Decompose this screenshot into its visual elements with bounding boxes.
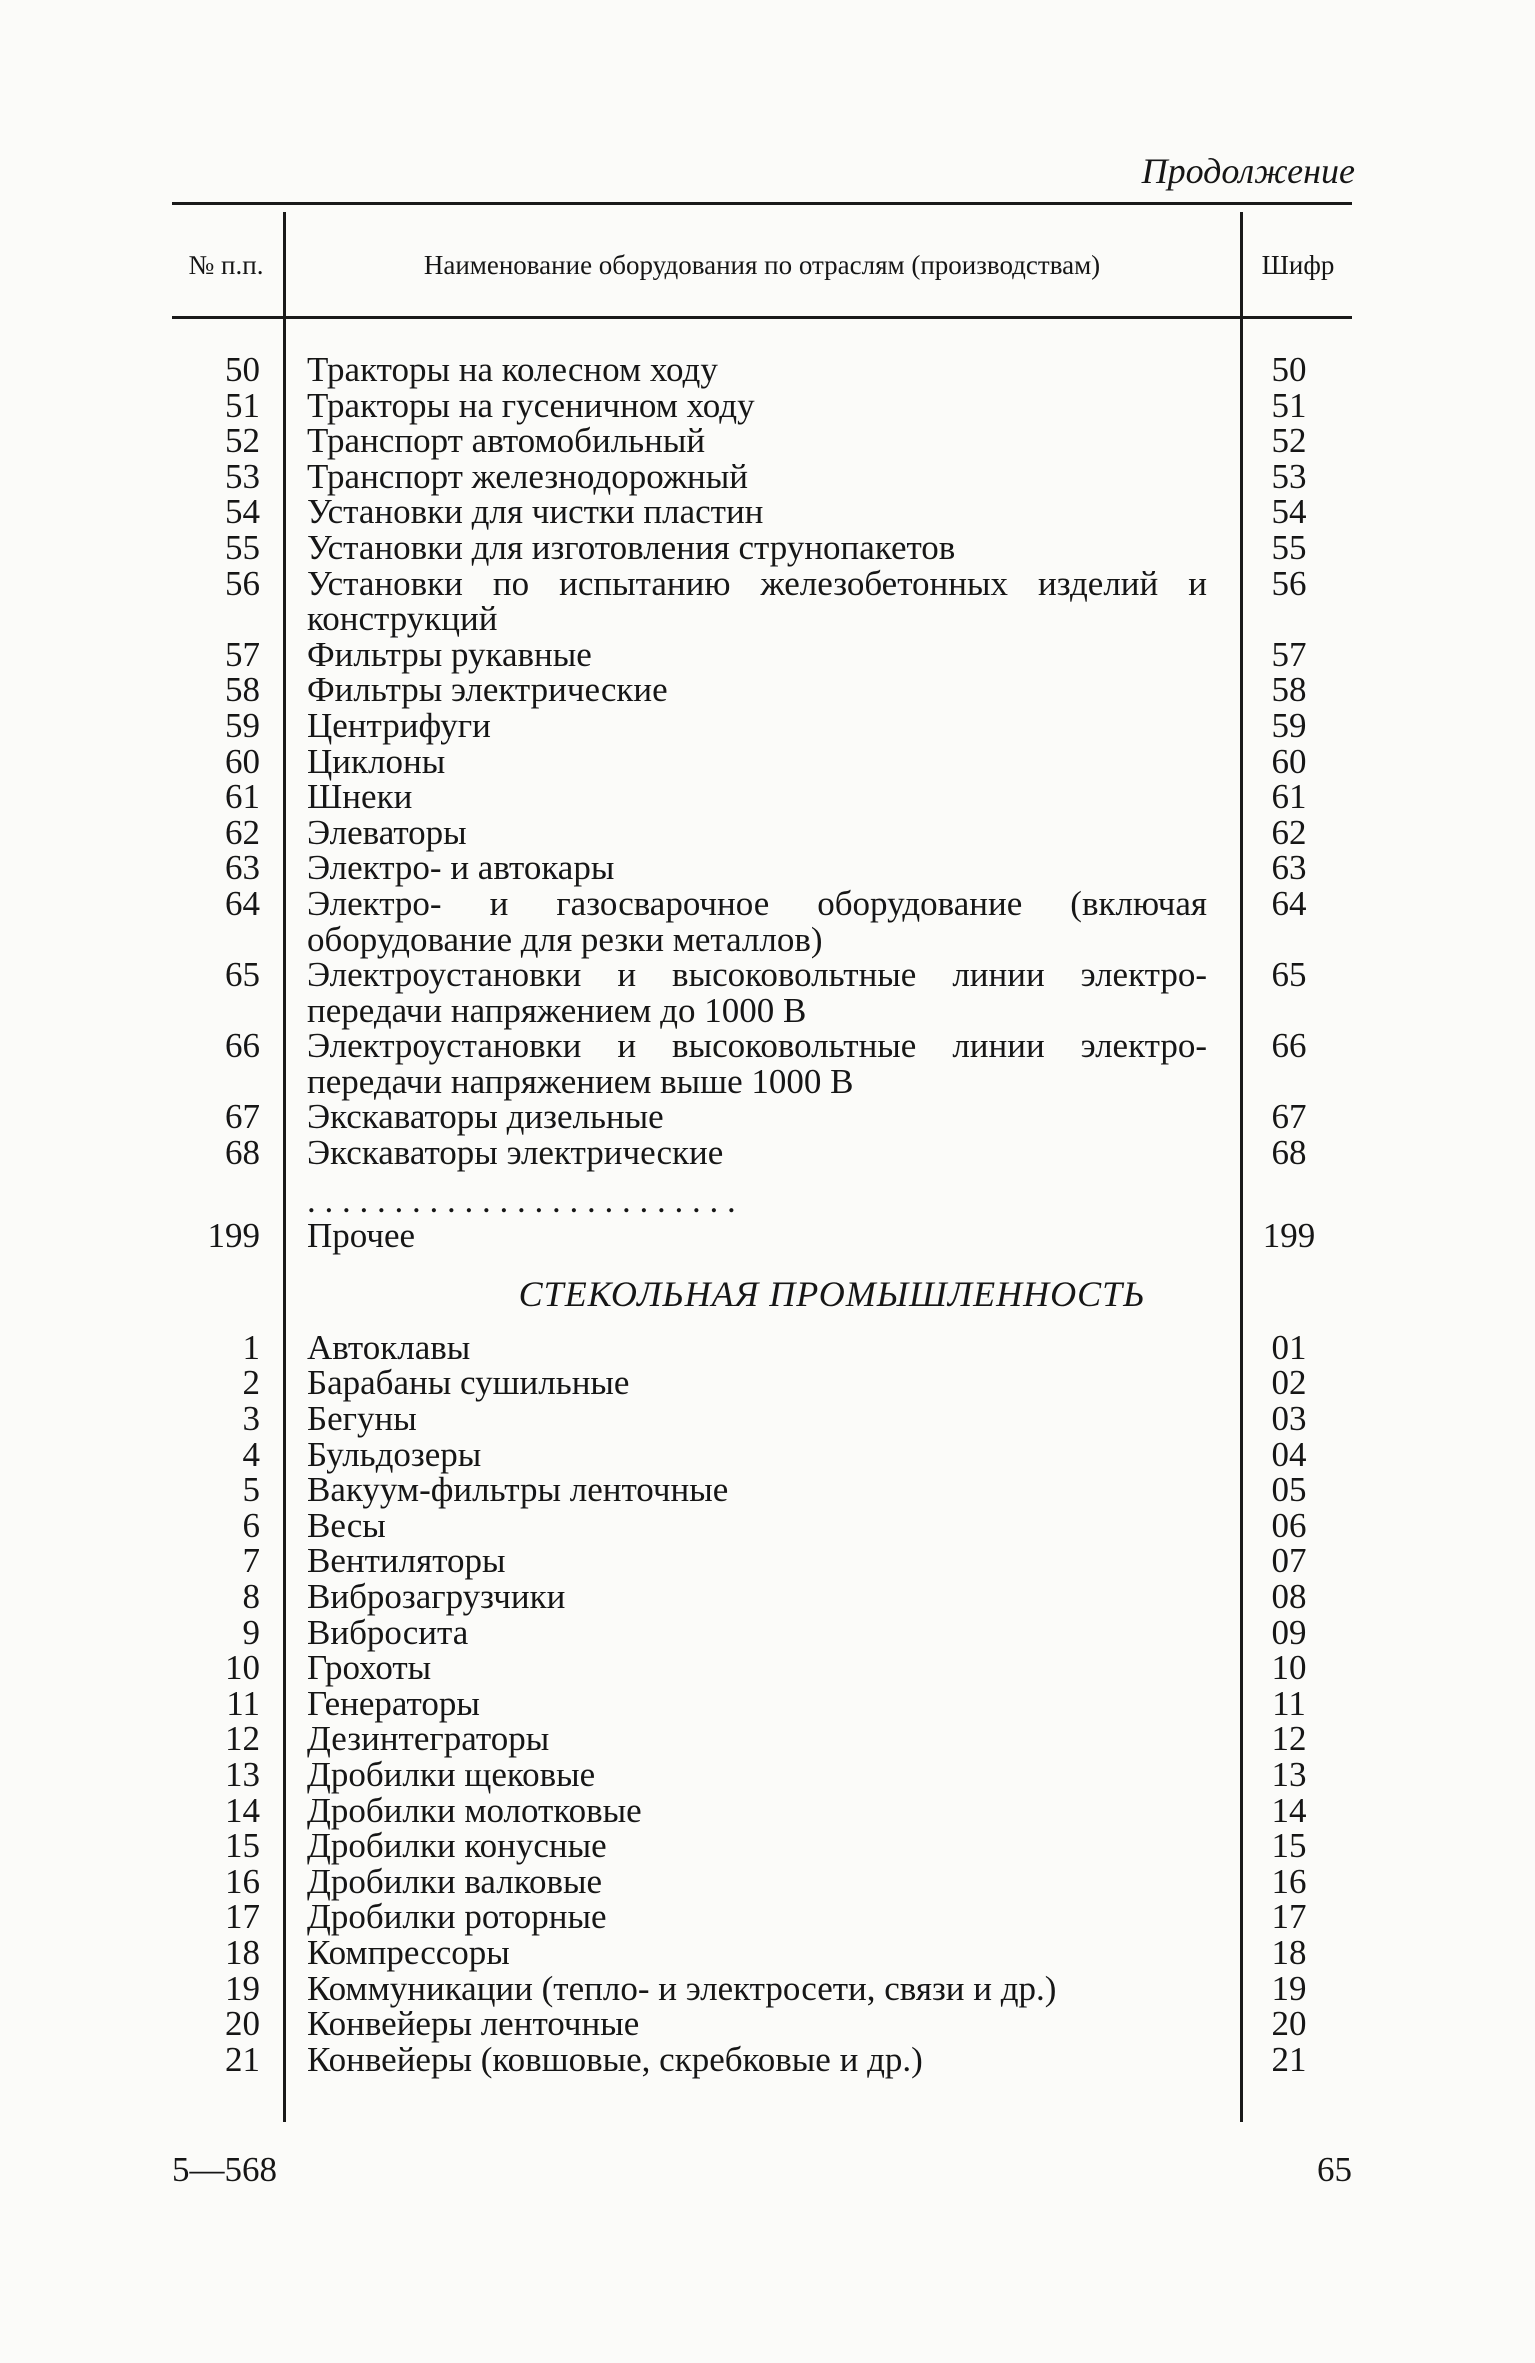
row-code: 17 — [1271, 1897, 1307, 1937]
row-name: Компрессоры — [307, 1932, 510, 1972]
row-num: 50 — [225, 350, 260, 389]
row-name: Установки для чистки пластин — [307, 492, 764, 532]
row-num: 64 — [225, 883, 260, 923]
table-row — [172, 1828, 1352, 1864]
row-name: Конвейеры (ковшовые, скребковые и др.) — [307, 2039, 923, 2079]
row-name: Автоклавы — [307, 1327, 471, 1367]
table-row — [172, 1721, 1352, 1757]
row-code: 57 — [1271, 634, 1307, 674]
header-name: Наименование оборудования по отраслям (производствам) — [423, 250, 1101, 280]
row-code: 50 — [1271, 350, 1307, 389]
row-code: 58 — [1271, 670, 1307, 710]
table-row — [172, 563, 1352, 639]
table-row — [172, 1932, 1352, 1972]
row-num: 55 — [225, 527, 260, 567]
row-name: Генераторы — [307, 1683, 480, 1723]
table-row — [172, 2039, 1352, 2079]
row-num: 10 — [225, 1648, 260, 1688]
row-num: 61 — [225, 777, 260, 817]
table-row — [172, 1612, 1352, 1652]
row-code: 20 — [1271, 2004, 1307, 2044]
row-num: 5 — [242, 1470, 260, 1510]
header-code: Шифр — [1261, 250, 1335, 280]
row-code: 54 — [1271, 492, 1307, 532]
row-name: Дробилки валковые — [307, 1861, 603, 1901]
row-name: Транспорт железнодорожный — [307, 456, 748, 496]
row-name: Вентиляторы — [307, 1541, 506, 1581]
table-row — [172, 1401, 1352, 1437]
table-row — [172, 1434, 1352, 1474]
rows-group-a — [172, 352, 1352, 1171]
row-num: 16 — [225, 1861, 260, 1901]
row-name: Фильтры электрические — [307, 670, 668, 710]
row-name: Центрифуги — [307, 705, 491, 745]
row-name: Фильтры рукавные — [307, 634, 592, 674]
row-num: 60 — [225, 741, 260, 781]
page-number: 65 — [1317, 2150, 1352, 2189]
row-name: Экскаваторы дизельные — [307, 1097, 664, 1137]
row-code: 59 — [1271, 705, 1307, 745]
row-name: Коммуникации (тепло- и электросети, связи и др.) — [307, 1968, 1057, 2008]
row-name: Дезинтеграторы — [307, 1719, 550, 1759]
table-row — [172, 1505, 1352, 1545]
row-num: 17 — [225, 1897, 260, 1937]
row-num: 20 — [225, 2004, 260, 2044]
row-num: 56 — [225, 563, 260, 603]
row-code: 61 — [1271, 777, 1307, 817]
row-name: Электро- и автокары — [307, 848, 615, 888]
row-name: Дробилки конусные — [307, 1826, 607, 1866]
table-row — [172, 1135, 1352, 1171]
row-name: Барабаны сушильные — [307, 1363, 630, 1403]
row-num: 53 — [225, 456, 260, 496]
table-row — [172, 883, 1352, 959]
row-num: 3 — [242, 1399, 260, 1439]
row-code: 02 — [1271, 1363, 1307, 1403]
table-row — [172, 741, 1352, 781]
row-code: 03 — [1271, 1399, 1307, 1439]
ellipsis: . . . . . . . . . . . . . . . . . . . . . . . . . — [307, 1182, 736, 1219]
table-row — [172, 1099, 1352, 1135]
rows-group-b — [172, 1327, 1352, 2079]
row-name: Тракторы на колесном ходу — [307, 350, 718, 389]
row-num: 13 — [225, 1754, 260, 1794]
table-row — [172, 634, 1352, 674]
row-num: 57 — [225, 634, 260, 674]
table-row — [172, 1790, 1352, 1830]
table-row — [172, 1327, 1352, 1367]
row-name: Дробилки молотковые — [307, 1790, 642, 1830]
table-row — [172, 1968, 1352, 2008]
table-row — [172, 672, 1352, 708]
row-num: 18 — [225, 1932, 260, 1972]
ellipsis-row — [172, 1183, 1352, 1219]
table-row — [172, 850, 1352, 886]
row-code: 13 — [1271, 1754, 1307, 1794]
row-num: 11 — [226, 1683, 260, 1723]
table-top-rule — [172, 202, 1352, 205]
row-code: 64 — [1271, 883, 1307, 923]
row-code: 14 — [1271, 1790, 1307, 1830]
row-code: 52 — [1271, 421, 1307, 461]
row-code: 07 — [1271, 1541, 1307, 1581]
table-row — [172, 812, 1352, 852]
table-body — [172, 352, 1352, 2077]
row-code: 199 — [1262, 1216, 1316, 1256]
row-name: Экскаваторы электрические — [307, 1133, 724, 1173]
table-row — [172, 1899, 1352, 1935]
row-num: 52 — [225, 421, 260, 461]
table-row — [172, 1472, 1352, 1508]
table-row — [172, 779, 1352, 815]
row-num: 65 — [225, 955, 260, 995]
row-code: 66 — [1271, 1026, 1307, 1066]
row-code: 06 — [1271, 1505, 1307, 1545]
row-num: 2 — [242, 1363, 260, 1403]
row-num: 54 — [225, 492, 260, 532]
row-name: Электроустановки и высоковольтные линии электро-передачи напряжением выше 1000 В — [307, 1026, 1207, 1101]
row-num: 51 — [225, 385, 260, 425]
table-row — [172, 1579, 1352, 1615]
row-code: 16 — [1271, 1861, 1307, 1901]
table-row — [172, 705, 1352, 745]
row-code: 51 — [1271, 385, 1307, 425]
table-row — [172, 352, 1352, 388]
footer-signature: 5—568 — [172, 2150, 277, 2189]
row-name: Электро- и газосварочное оборудование (включая оборудование для резки металлов) — [307, 883, 1207, 959]
row-code: 09 — [1271, 1612, 1307, 1652]
row-code: 11 — [1272, 1683, 1306, 1723]
row-code: 68 — [1271, 1133, 1307, 1173]
table-row — [172, 423, 1352, 459]
table-row — [172, 957, 1352, 1028]
row-code: 21 — [1271, 2039, 1307, 2079]
table-row — [172, 494, 1352, 530]
row-num: 8 — [242, 1577, 260, 1616]
table-row — [172, 1218, 1352, 1254]
row-num: 58 — [225, 670, 260, 710]
row-code: 60 — [1271, 741, 1307, 781]
continuation-label: Продолжение — [1141, 151, 1355, 191]
row-code: 04 — [1271, 1434, 1307, 1474]
row-code: 05 — [1271, 1470, 1307, 1510]
row-code: 12 — [1271, 1719, 1307, 1759]
table-row — [172, 2006, 1352, 2042]
row-name: Транспорт автомобильный — [307, 421, 706, 461]
table-row — [172, 1861, 1352, 1901]
row-name: Тракторы на гусеничном ходу — [307, 385, 755, 425]
row-code: 56 — [1271, 563, 1307, 603]
row-code: 65 — [1271, 955, 1307, 995]
table-row — [172, 527, 1352, 567]
row-num: 15 — [225, 1826, 260, 1866]
table-row — [172, 1543, 1352, 1579]
row-code: 19 — [1271, 1968, 1307, 2008]
table-row — [172, 385, 1352, 425]
row-name: Виброзагрузчики — [307, 1577, 566, 1616]
row-name: Бегуны — [307, 1399, 417, 1439]
row-num: 199 — [207, 1216, 260, 1256]
row-code: 62 — [1271, 812, 1307, 852]
row-code: 08 — [1271, 1577, 1307, 1616]
row-code: 55 — [1271, 527, 1307, 567]
row-name: Шнеки — [307, 777, 413, 817]
row-name: Бульдозеры — [307, 1434, 482, 1474]
row-name: Электроустановки и высоковольтные линии электро-передачи напряжением до 1000 В — [307, 955, 1207, 1030]
row-num: 66 — [225, 1026, 260, 1066]
row-name: Элеваторы — [307, 812, 467, 852]
row-num: 14 — [225, 1790, 260, 1830]
table-row — [172, 1754, 1352, 1794]
row-name: Вибросита — [307, 1612, 469, 1652]
table-row — [172, 456, 1352, 496]
row-num: 19 — [225, 1968, 260, 2008]
section-title: СТЕКОЛЬНАЯ ПРОМЫШЛЕННОСТЬ — [518, 1273, 1146, 1314]
row-num: 21 — [225, 2039, 260, 2079]
row-name: Циклоны — [307, 741, 446, 781]
row-num: 59 — [225, 705, 260, 745]
row-num: 1 — [242, 1327, 260, 1367]
row-code: 67 — [1271, 1097, 1307, 1137]
row-name: Вакуум-фильтры ленточные — [307, 1470, 729, 1510]
row-num: 63 — [225, 848, 260, 888]
row-name: Установки по испытанию железобетонных изделий и конструкций — [307, 563, 1207, 639]
table-row — [172, 1365, 1352, 1401]
row-name: Прочее — [307, 1216, 416, 1256]
row-num: 4 — [242, 1434, 260, 1474]
row-name: Дробилки роторные — [307, 1897, 607, 1937]
row-num: 68 — [225, 1133, 260, 1173]
row-code: 01 — [1271, 1327, 1307, 1367]
row-num: 12 — [225, 1719, 260, 1759]
row-code: 10 — [1271, 1648, 1307, 1688]
table-row — [172, 1650, 1352, 1686]
row-name: Весы — [307, 1505, 386, 1545]
table-header-rule — [172, 316, 1352, 319]
row-code: 15 — [1271, 1826, 1307, 1866]
row-name: Дробилки щековые — [307, 1754, 596, 1794]
row-num: 6 — [242, 1505, 260, 1545]
row-name: Конвейеры ленточные — [307, 2004, 640, 2044]
row-num: 7 — [242, 1541, 260, 1581]
row-name: Установки для изготовления струнопакетов — [307, 527, 956, 567]
row-code: 53 — [1271, 456, 1307, 496]
row-name: Грохоты — [307, 1648, 432, 1688]
row-code: 63 — [1271, 848, 1307, 888]
header-num: № п.п. — [188, 250, 264, 280]
table-row — [172, 1683, 1352, 1723]
row-num: 9 — [242, 1612, 260, 1652]
row-code: 18 — [1271, 1932, 1307, 1972]
row-num: 62 — [225, 812, 260, 852]
table-row — [172, 1028, 1352, 1099]
row-num: 67 — [225, 1097, 260, 1137]
